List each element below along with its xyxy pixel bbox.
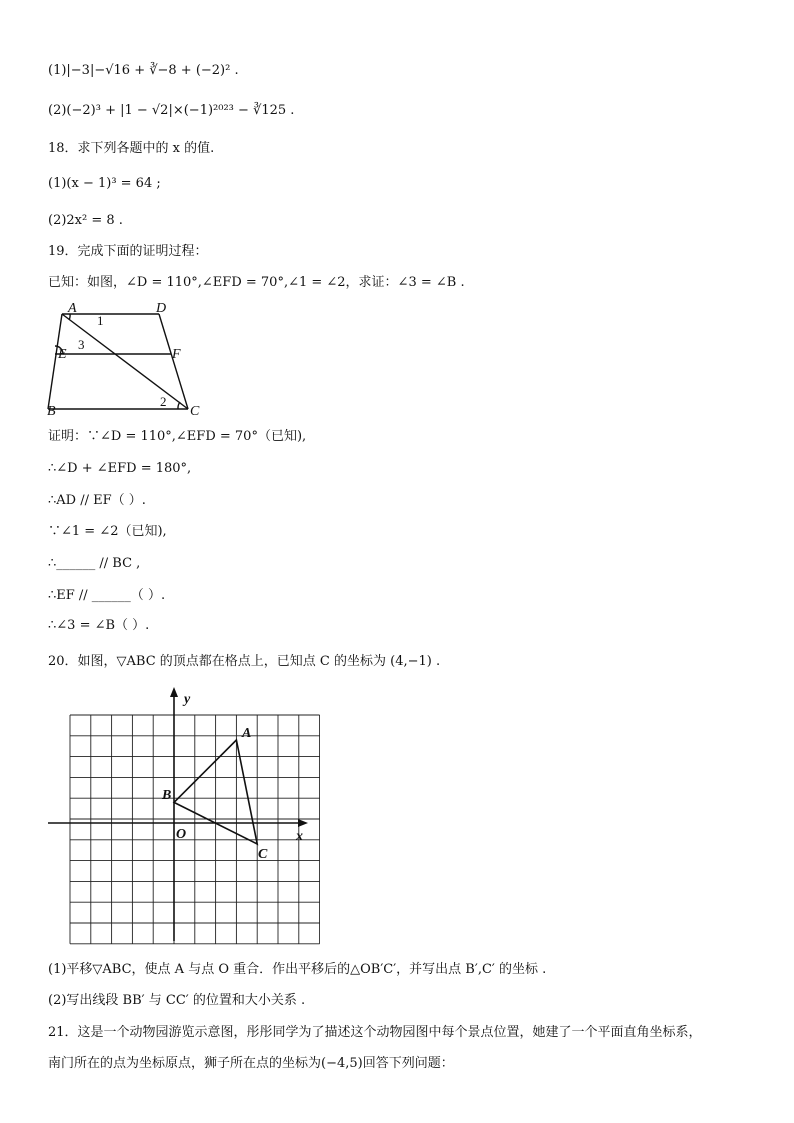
q21-line-2: 南门所在的点为坐标原点，狮子所在点的坐标为(−4,5)回答下列问题： <box>48 1056 454 1071</box>
angle-2-arc <box>178 402 180 409</box>
q17-part2: (2)(−2)³ + |1 − √2|×(−1)²⁰²³ − ∛125 . <box>48 103 295 118</box>
label-b: B <box>47 404 56 419</box>
trapezoid-figure <box>40 296 220 422</box>
coordinate-grid-figure <box>40 685 320 950</box>
label-y: y <box>184 692 191 707</box>
q19-proof-line-2: ∴∠D + ∠EFD = 180°, <box>48 461 192 476</box>
label-point-a: A <box>242 726 252 741</box>
q19-proof-line-6: ∴EF // ______（ ）. <box>48 588 166 603</box>
q19-proof-line-1: 证明：∵∠D = 110°,∠EFD = 70°（已知), <box>48 429 307 444</box>
grid-lines <box>70 715 320 944</box>
label-angle-1: 1 <box>97 313 104 328</box>
q21-line-1: 21．这是一个动物园游览示意图，彤彤同学为了描述这个动物园图中每个景点位置，她建了一个平面直角坐标系， <box>48 1025 702 1040</box>
label-point-b: B <box>162 788 172 803</box>
label-a: A <box>68 301 77 316</box>
label-e: E <box>58 347 67 362</box>
segment-ac <box>62 314 188 409</box>
label-d: D <box>156 301 167 316</box>
label-angle-3: 3 <box>78 337 85 352</box>
q17-part1: (1)|−3|−√16 + ∛−8 + (−2)² . <box>48 63 239 78</box>
x-axis-arrow-icon <box>298 819 308 827</box>
q19-title: 19．完成下面的证明过程： <box>48 244 208 259</box>
q19-given: 已知：如图，∠D = 110°,∠EFD = 70°,∠1 = ∠2，求证：∠3 = ∠B . <box>48 275 465 290</box>
q19-proof-line-5: ∴______ // BC , <box>48 556 141 571</box>
q20-part1: (1)平移▽ABC，使点 A 与点 O 重合．作出平移后的△OB′C′，并写出点 B′,C′ 的坐标 . <box>48 962 547 977</box>
label-point-c: C <box>258 847 268 862</box>
label-c: C <box>190 404 200 419</box>
q18-part1: (1)(x − 1)³ = 64 ; <box>48 176 161 191</box>
y-axis-arrow-icon <box>170 687 178 697</box>
label-angle-2: 2 <box>160 394 167 409</box>
q20-part2: (2)写出线段 BB′ 与 CC′ 的位置和大小关系 . <box>48 993 306 1008</box>
q18-title: 18．求下列各题中的 x 的值. <box>48 141 215 156</box>
q19-proof-line-4: ∵∠1 = ∠2（已知), <box>48 524 167 539</box>
q18-part2: (2)2x² = 8 . <box>48 213 123 228</box>
q19-proof-line-3: ∴AD // EF（ ）. <box>48 493 146 508</box>
label-x: x <box>296 829 303 844</box>
q20-title: 20．如图，▽ABC 的顶点都在格点上，已知点 C 的坐标为 (4,−1) . <box>48 654 441 669</box>
label-f: F <box>172 347 181 362</box>
q19-proof-line-7: ∴∠3 = ∠B（ ）. <box>48 618 150 633</box>
label-origin: O <box>176 827 187 842</box>
